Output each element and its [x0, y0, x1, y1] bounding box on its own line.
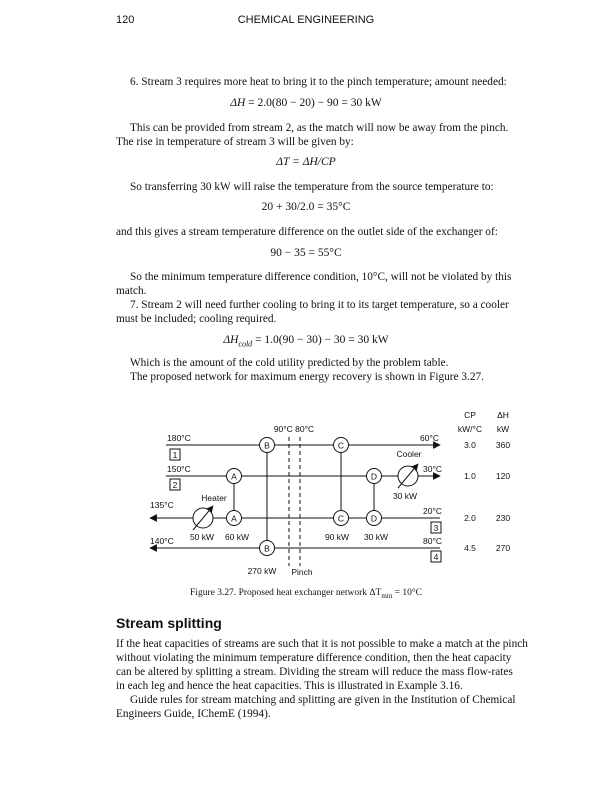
- stream-2-number: 2: [172, 480, 178, 490]
- exchanger-d-top-label: D: [370, 471, 378, 482]
- stream-3-inlet-temp: 20°C: [423, 506, 442, 516]
- paragraph-6: 6. Stream 3 requires more heat to bring it to the pinch temperature; amount needed:: [130, 76, 507, 88]
- stream-4-dh: 270: [495, 543, 511, 553]
- stream-2-cp: 1.0: [464, 471, 476, 481]
- exchanger-c-top-label: C: [337, 440, 345, 451]
- stream-2-inlet-temp: 150°C: [167, 464, 191, 474]
- splitting-line-2: without violating the minimum temperature difference condition, then the heat capacity: [116, 652, 512, 664]
- equation-delta-h-cold: $\Delta H_{cold} = 1.0(90 - 30) - 30 = 30$ kW: [223, 334, 389, 349]
- running-title: CHEMICAL ENGINEERING: [237, 14, 375, 26]
- pinch-temperatures: 90°C 80°C: [273, 424, 315, 434]
- stream-4-cp: 4.5: [464, 543, 476, 553]
- equation-delta-t: ΔT = ΔH/CP: [276, 156, 336, 168]
- stream-2-dh: 120: [495, 471, 511, 481]
- paragraph-cold-utility: Which is the amount of the cold utility predicted by the problem table.: [130, 357, 449, 369]
- section-heading: Stream splitting: [116, 615, 222, 631]
- cooler-duty: 30 kW: [392, 491, 418, 501]
- paragraph-min-diff-line2: match.: [116, 285, 147, 297]
- paragraph-transfer: So transferring 30 kW will raise the temperature from the source temperature to:: [130, 181, 494, 193]
- stream-3-cp: 2.0: [464, 513, 476, 523]
- stream-2-outlet-temp: 30°C: [423, 464, 442, 474]
- guide-rules-line-1: Guide rules for stream matching and splitting are given in the Institution of Chemical: [130, 694, 516, 706]
- stream-1-number: 1: [172, 450, 178, 460]
- cp-column-header: CP: [464, 410, 476, 420]
- stream-3-outlet-temp: 135°C: [150, 500, 174, 510]
- dh-units: kW: [496, 424, 510, 434]
- paragraph-outlet: and this gives a stream temperature difference on the outlet side of the exchanger of:: [116, 226, 498, 238]
- exchanger-a-bottom-label: A: [231, 513, 237, 524]
- paragraph-7-line2: must be included; cooling required.: [116, 313, 277, 325]
- equation-delta-h: ΔH = 2.0(80 − 20) − 90 = 30 kW: [230, 97, 382, 109]
- exchanger-d-duty: 30 kW: [363, 532, 389, 542]
- exchanger-b-duty: 270 kW: [247, 566, 277, 576]
- guide-rules-line-2: Engineers Guide, IChemE (1994).: [116, 708, 271, 720]
- heater-label: Heater: [201, 493, 227, 503]
- stream-4-inlet-temp: 80°C: [423, 536, 442, 546]
- equation-source-temp: 20 + 30/2.0 = 35°C: [261, 201, 351, 213]
- page-number: 120: [116, 14, 135, 26]
- splitting-line-4: in each leg and hence the heat capacities. This is illustrated in Example 3.16.: [116, 680, 463, 692]
- splitting-line-1: If the heat capacities of streams are such that it is not possible to make a match at the pinch: [116, 638, 528, 650]
- paragraph-network-ref: The proposed network for maximum energy recovery is shown in Figure 3.27.: [130, 371, 484, 383]
- exchanger-a-duty: 60 kW: [224, 532, 250, 542]
- figure-caption: Figure 3.27. Proposed heat exchanger network $\Delta T_{min} = 10^\circ C$: [190, 588, 422, 600]
- exchanger-b-bottom-label: B: [264, 543, 270, 554]
- exchanger-a-top-label: A: [231, 471, 237, 482]
- stream-4-number: 4: [433, 552, 439, 562]
- heater-duty: 50 kW: [189, 532, 215, 542]
- dh-column-header: ΔH: [497, 410, 509, 420]
- cooler-label: Cooler: [396, 449, 422, 459]
- stream-3-dh: 230: [495, 513, 511, 523]
- stream-1-outlet-temp: 60°C: [420, 433, 439, 443]
- paragraph-min-diff-line1: So the minimum temperature difference condition, 10°C, will not be violated by this: [130, 271, 512, 283]
- exchanger-c-duty: 90 kW: [324, 532, 350, 542]
- exchanger-c-bottom-label: C: [337, 513, 345, 524]
- stream-1-inlet-temp: 180°C: [167, 433, 191, 443]
- exchanger-b-top-label: B: [264, 440, 270, 451]
- stream-4-outlet-temp: 140°C: [150, 536, 174, 546]
- cp-units: kW/°C: [457, 424, 483, 434]
- paragraph-stream2-line1: This can be provided from stream 2, as the match will now be away from the pinch.: [130, 122, 509, 134]
- pinch-label: Pinch: [291, 567, 313, 577]
- stream-1-dh: 360: [495, 440, 511, 450]
- paragraph-7-line1: 7. Stream 2 will need further cooling to bring it to its target temperature, so a cooler: [130, 299, 509, 311]
- equation-outlet-diff: 90 − 35 = 55°C: [270, 247, 342, 259]
- splitting-line-3: can be altered by splitting a stream. Dividing the stream will reduce the mass flow-rates: [116, 666, 513, 678]
- stream-1-cp: 3.0: [464, 440, 476, 450]
- stream-3-number: 3: [433, 523, 439, 533]
- exchanger-d-bottom-label: D: [370, 513, 378, 524]
- paragraph-stream2-line2: The rise in temperature of stream 3 will be given by:: [116, 136, 354, 148]
